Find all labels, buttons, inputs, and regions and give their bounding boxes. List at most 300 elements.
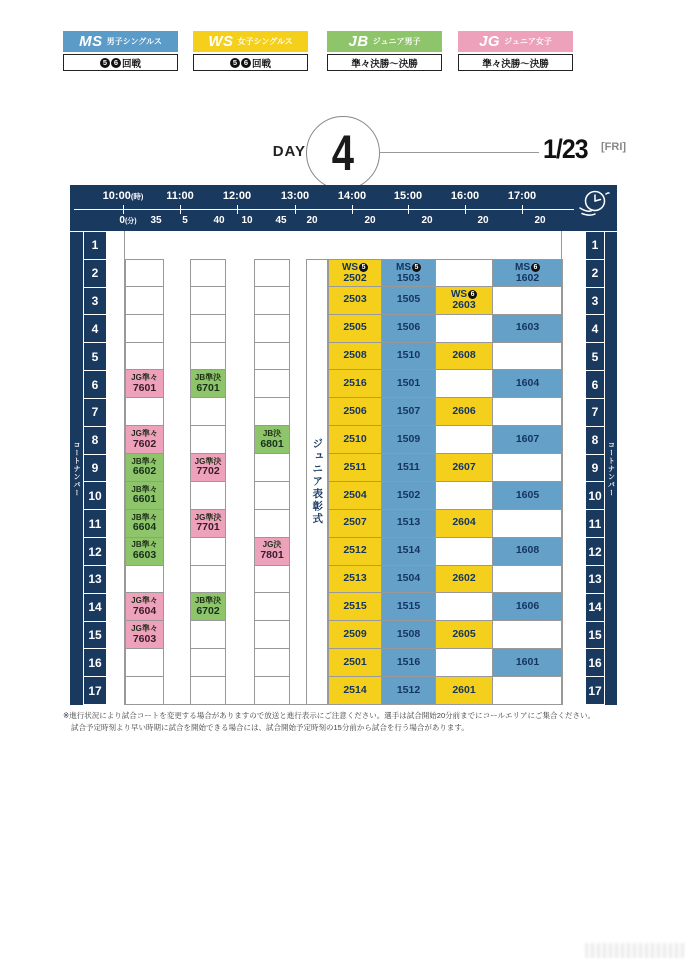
minute-tick-label: 20: [534, 215, 546, 226]
match-number: 2601: [452, 683, 476, 696]
match-number: 7801: [260, 549, 284, 562]
date: 1/23: [543, 134, 588, 164]
match-number: 1511: [397, 460, 420, 473]
schedule-cell: [254, 510, 290, 538]
clock-icon: [575, 187, 611, 221]
schedule-cell: [125, 287, 164, 315]
match-number: 1516: [396, 655, 421, 668]
minute-tick-label: 45: [275, 215, 287, 226]
schedule-cell: [125, 677, 164, 705]
match-number: 1509: [396, 432, 421, 445]
category-prefix: [515, 262, 540, 273]
junior-column-3: [254, 259, 290, 705]
match-number: 2510: [343, 432, 367, 445]
schedule-cell: [254, 370, 290, 398]
match-number: 2501: [343, 655, 367, 668]
ceremony-label: ジュニア表彰式: [311, 438, 324, 526]
match-number: 1602: [515, 271, 540, 284]
court-number-cell: 11: [586, 510, 604, 538]
footnote-line: 試合予定時刻より早い時期に試合を開始できる場合には、試合開始予定時刻の15分前から試合を行う場合があります。: [71, 722, 469, 732]
schedule-cell: [254, 343, 290, 371]
match-cell: [254, 538, 290, 566]
legend-code: WS: [208, 33, 234, 50]
schedule-grid: [124, 231, 562, 705]
court-number-cell: 7: [586, 399, 604, 427]
legend-name: ジュニア男子: [372, 37, 421, 46]
match-cell: [492, 370, 563, 398]
match-number: 1502: [396, 488, 421, 501]
match-number: 2607: [452, 460, 476, 473]
match-stage-label: JG準決: [194, 512, 222, 522]
schedule-cell: [190, 259, 226, 287]
schedule-cell: [190, 315, 226, 343]
hour-tick-label: 12:00: [222, 190, 252, 202]
circled-number: 5: [230, 58, 240, 68]
legend-code: MS: [79, 33, 103, 50]
court-number-cell: 15: [586, 622, 604, 650]
match-stage-label: JG準々: [131, 596, 158, 606]
match-cell: [381, 510, 436, 538]
schedule-cell: [492, 454, 563, 482]
legend-round-label: [327, 54, 442, 71]
match-number: 6701: [196, 381, 220, 394]
court-number-cell: 1: [586, 232, 604, 260]
court-number-strip-left: [70, 231, 83, 705]
match-cell: [492, 593, 563, 621]
match-number: 2512: [343, 544, 367, 557]
match-number: 2511: [343, 460, 367, 473]
match-cell: [435, 398, 493, 426]
match-cell: [381, 593, 436, 621]
court-number-cell: 4: [84, 315, 106, 343]
court-numbers-right: [585, 231, 605, 705]
legend-name: 女子シングルス: [237, 37, 293, 46]
schedule-cell: [492, 677, 563, 705]
match-cell: [492, 426, 563, 454]
schedule-cell: [254, 287, 290, 315]
schedule-cell: [190, 621, 226, 649]
singles-column-ms-round6: [492, 259, 563, 705]
court-number-cell: 16: [586, 649, 604, 677]
schedule-cell: [254, 649, 290, 677]
hour-tick-mark: [465, 205, 466, 214]
court-number-cell: 10: [586, 482, 604, 510]
match-number: 1608: [515, 544, 540, 557]
match-number: 1607: [515, 432, 540, 445]
minute-tick-label: 5: [182, 215, 188, 226]
match-number: 1601: [515, 655, 540, 668]
day-label: DAY: [272, 143, 306, 160]
court-number-cell: 9: [586, 455, 604, 483]
schedule-cell: [190, 398, 226, 426]
match-number: 1506: [396, 321, 421, 334]
legend-category-header: [327, 31, 442, 52]
match-number: 1514: [396, 544, 421, 557]
match-number: 2505: [343, 321, 367, 334]
singles-column-ws-round6: [435, 259, 493, 705]
match-cell: [328, 482, 382, 510]
schedule-cell: [435, 259, 493, 287]
match-cell: [125, 538, 164, 566]
match-cell: [328, 343, 382, 371]
match-cell: [381, 566, 436, 594]
category-code: MS: [515, 261, 530, 273]
court-number-strip-right: [605, 231, 617, 705]
legend-round-text: 回戦: [251, 58, 271, 70]
time-header-band: [70, 185, 617, 231]
schedule-cell: [435, 482, 493, 510]
match-cell: [328, 454, 382, 482]
schedule-cell: [190, 566, 226, 594]
minute-tick-label: 20: [477, 215, 489, 226]
match-cell: [190, 370, 226, 398]
match-number: 2502: [343, 271, 367, 284]
match-stage-label: JB準決: [194, 373, 222, 383]
match-number: 2503: [343, 293, 367, 306]
court-number-cell: 8: [586, 427, 604, 455]
legend-round-text: 回戦: [121, 58, 141, 70]
match-number: 2508: [343, 349, 367, 362]
match-cell: [381, 454, 436, 482]
match-cell: [125, 426, 164, 454]
match-cell: [328, 259, 382, 287]
match-cell: [435, 621, 493, 649]
match-number: 1512: [396, 683, 421, 696]
schedule-cell: [125, 398, 164, 426]
legend-code: JB: [348, 33, 369, 50]
category-prefix: [342, 262, 368, 273]
schedule-cell: [492, 287, 563, 315]
legend-category-header: [193, 31, 308, 52]
hour-tick-mark: [522, 205, 523, 214]
match-number: 1503: [396, 271, 421, 284]
category-code: WS: [341, 261, 359, 273]
match-stage-label: JG準々: [131, 428, 158, 438]
court-number-strip-label: コートナンバー: [607, 440, 615, 497]
schedule-cell: [254, 259, 290, 287]
schedule-cell: [435, 426, 493, 454]
junior-column-2: [190, 259, 226, 705]
match-number: 2608: [452, 349, 476, 362]
legend-code: JG: [479, 33, 501, 50]
minute-tick-label: 10: [241, 215, 253, 226]
schedule-cell: [254, 677, 290, 705]
match-cell: [328, 677, 382, 705]
circled-number: 5: [100, 58, 110, 68]
match-cell: [381, 426, 436, 454]
match-cell: [190, 593, 226, 621]
schedule-cell: [254, 566, 290, 594]
match-cell: [328, 510, 382, 538]
match-number: 1504: [396, 572, 421, 585]
schedule-cell: [492, 621, 563, 649]
minute-tick-label: 20: [421, 215, 433, 226]
category-code: WS: [450, 288, 468, 300]
hour-tick-label: 10:00(時): [102, 190, 144, 202]
match-number: 6601: [132, 493, 157, 506]
schedule-cell: [492, 398, 563, 426]
legend-category-header: [458, 31, 573, 52]
match-cell: [381, 398, 436, 426]
court-number-cell: 8: [84, 427, 106, 455]
match-cell: [381, 677, 436, 705]
court-number-cell: 17: [588, 683, 602, 698]
hour-unit: (時): [130, 192, 144, 201]
match-stage-label: JB準決: [194, 596, 222, 606]
schedule-cell: [190, 482, 226, 510]
match-number: 2514: [343, 683, 367, 696]
day-number: 4: [331, 125, 355, 181]
hour-tick-label: 15:00: [393, 190, 423, 202]
match-cell: [190, 454, 226, 482]
match-cell: [381, 482, 436, 510]
schedule-cell: [254, 454, 290, 482]
match-stage-label: JB準々: [131, 540, 158, 550]
legend-name: 男子シングルス: [106, 37, 162, 46]
minute-tick-label: 20: [364, 215, 376, 226]
footnotes: [63, 710, 633, 733]
match-number: 1605: [515, 488, 540, 501]
match-cell: [492, 538, 563, 566]
legend-group-ws: [193, 31, 308, 71]
match-cell: [435, 287, 493, 315]
match-number: 2602: [452, 572, 476, 585]
circled-number: 6: [531, 263, 540, 272]
match-cell: [435, 566, 493, 594]
schedule-cell: [254, 315, 290, 343]
court-number-cell: 7: [84, 399, 106, 427]
minute-tick-label: 20: [306, 215, 318, 226]
schedule-cell: [190, 649, 226, 677]
court-number-cell: 5: [84, 343, 106, 371]
match-number: 6801: [260, 437, 284, 450]
court-number-cell: 12: [84, 538, 106, 566]
match-cell: [381, 538, 436, 566]
minute-tick-label: 40: [213, 215, 225, 226]
match-number: 1501: [396, 377, 421, 390]
match-number: 2606: [452, 404, 476, 417]
hour-tick-label: 13:00: [280, 190, 310, 202]
circled-number: 5: [412, 263, 421, 272]
footnote-line: ※進行状況により試合コートを変更する場合がありますので放送と進行表示にご注意ください。選手は試合開始20分前までにコールエリアにご集合ください。: [63, 711, 595, 720]
match-cell: [435, 454, 493, 482]
hour-tick-mark: [295, 205, 296, 214]
court-number-cell: 3: [586, 288, 604, 316]
schedule-cell: [254, 398, 290, 426]
legend-round-label: [458, 54, 573, 71]
match-cell: [328, 566, 382, 594]
schedule-cell: [435, 538, 493, 566]
court-number-strip-label: コートナンバー: [73, 440, 80, 497]
match-stage-label: JG決: [262, 540, 282, 550]
match-number: 2509: [343, 627, 367, 640]
minute-unit: (分): [124, 218, 137, 225]
match-number: 2603: [452, 298, 476, 311]
time-axis-line: [74, 209, 574, 210]
court-number-cell: 5: [586, 343, 604, 371]
court-number-cell: 2: [84, 260, 106, 288]
match-cell: [381, 315, 436, 343]
match-number: 2504: [343, 488, 367, 501]
circled-number: 6: [468, 290, 477, 299]
connector-line: [379, 152, 539, 153]
match-cell: [125, 370, 164, 398]
hour-tick-mark: [408, 205, 409, 214]
category-code: MS: [396, 261, 411, 273]
match-number: 1604: [515, 377, 540, 390]
match-cell: [328, 426, 382, 454]
match-number: 2516: [343, 377, 367, 390]
schedule-cell: [435, 593, 493, 621]
match-number: 6602: [132, 465, 157, 478]
match-cell: [328, 398, 382, 426]
match-cell: [125, 454, 164, 482]
match-number: 1513: [396, 516, 421, 529]
minute-tick-label: 0(分): [119, 215, 137, 226]
schedule-cell: [435, 370, 493, 398]
schedule-cell: [492, 566, 563, 594]
hour-tick-mark: [123, 205, 124, 214]
match-stage-label: JG準決: [194, 456, 222, 466]
legend-group-jg: [458, 31, 573, 71]
match-cell: [492, 315, 563, 343]
court-number-cell: 3: [84, 288, 106, 316]
match-number: 1606: [515, 600, 540, 613]
hour-tick-label: 14:00: [337, 190, 367, 202]
court-number-cell: 1: [84, 232, 106, 260]
match-cell: [328, 621, 382, 649]
legend-round-text: 準々決勝～決勝: [482, 58, 549, 70]
match-cell: [328, 649, 382, 677]
court-number-cell: 13: [84, 566, 106, 594]
match-cell: [435, 677, 493, 705]
legend-round-text: 準々決勝～決勝: [351, 58, 418, 70]
match-cell: [328, 370, 382, 398]
schedule-cell: [492, 343, 563, 371]
match-cell: [125, 482, 164, 510]
hour-tick-label: 17:00: [507, 190, 537, 202]
match-number: 2515: [343, 600, 367, 613]
ceremony-cell: [306, 259, 328, 705]
match-cell: [254, 426, 290, 454]
court-number-cell: 11: [84, 510, 106, 538]
schedule-cell: [435, 649, 493, 677]
match-number: 6604: [132, 521, 157, 534]
court-number-cell: 2: [586, 260, 604, 288]
match-stage-label: JB準々: [131, 512, 158, 522]
schedule-cell: [125, 259, 164, 287]
legend-round-label: [193, 54, 308, 71]
court-number-cell: 13: [586, 566, 604, 594]
schedule-cell: [254, 621, 290, 649]
schedule-cell: [254, 482, 290, 510]
legend-round-label: [63, 54, 178, 71]
match-number: 1507: [396, 404, 421, 417]
match-cell: [381, 649, 436, 677]
match-number: 2507: [343, 516, 367, 529]
legend-group-ms: [63, 31, 178, 71]
match-number: 2605: [452, 627, 476, 640]
court-number-cell: 14: [84, 594, 106, 622]
singles-column-ws-round5: [328, 259, 382, 705]
match-stage-label: JG準々: [131, 373, 158, 383]
match-stage-label: JB準々: [131, 456, 158, 466]
schedule-cell: [254, 593, 290, 621]
schedule-cell: [190, 343, 226, 371]
match-stage-label: JB決: [262, 428, 282, 438]
circled-number: 6: [241, 58, 251, 68]
match-number: 7604: [132, 604, 157, 617]
match-cell: [381, 343, 436, 371]
match-cell: [381, 621, 436, 649]
match-cell: [492, 259, 563, 287]
match-cell: [190, 510, 226, 538]
hour-tick-label: 11:00: [166, 190, 194, 202]
legend-group-jb: [327, 31, 442, 71]
singles-column-ms-round5: [381, 259, 436, 705]
schedule-cell: [125, 315, 164, 343]
match-cell: [328, 315, 382, 343]
match-cell: [492, 649, 563, 677]
match-cell: [328, 287, 382, 315]
court-number-cell: 4: [586, 315, 604, 343]
circled-number: 6: [111, 58, 121, 68]
legend-category-header: [63, 31, 178, 52]
match-stage-label: JG準々: [131, 624, 158, 634]
match-number: 7702: [196, 465, 220, 478]
court-number-cell: 15: [84, 622, 106, 650]
match-cell: [492, 482, 563, 510]
match-number: 1603: [515, 321, 540, 334]
court-number-cell: 14: [586, 594, 604, 622]
match-cell: [435, 510, 493, 538]
schedule-cell: [190, 538, 226, 566]
schedule-cell: [190, 426, 226, 454]
match-number: 2604: [452, 516, 476, 529]
match-number: 2506: [343, 404, 367, 417]
court-number-cell: 12: [586, 538, 604, 566]
day-circle: [306, 116, 380, 190]
court-number-cell: 6: [586, 371, 604, 399]
match-number: 2513: [343, 572, 367, 585]
match-cell: [125, 621, 164, 649]
court-number-cell: 10: [84, 482, 106, 510]
schedule-cell: [125, 566, 164, 594]
minute-tick-label: 35: [150, 215, 162, 226]
match-number: 7603: [132, 632, 157, 645]
match-number: 7602: [132, 437, 157, 450]
schedule-cell: [190, 287, 226, 315]
hour-tick-mark: [237, 205, 238, 214]
schedule-cell: [190, 677, 226, 705]
match-cell: [328, 593, 382, 621]
match-number: 1515: [396, 600, 421, 613]
match-cell: [381, 259, 436, 287]
match-stage-label: JB準々: [131, 484, 158, 494]
match-cell: [125, 510, 164, 538]
watermark: [585, 943, 685, 958]
court-number-cell: 9: [84, 455, 106, 483]
hour-tick-label: 16:00: [450, 190, 480, 202]
court-number-cell: 6: [84, 371, 106, 399]
schedule-cell: [125, 649, 164, 677]
category-prefix: [396, 262, 421, 273]
junior-column-1: [125, 259, 164, 705]
court-number-cell: 16: [84, 649, 106, 677]
schedule-cell: [125, 343, 164, 371]
match-number: 6603: [132, 549, 157, 562]
circled-number: 5: [359, 263, 368, 272]
